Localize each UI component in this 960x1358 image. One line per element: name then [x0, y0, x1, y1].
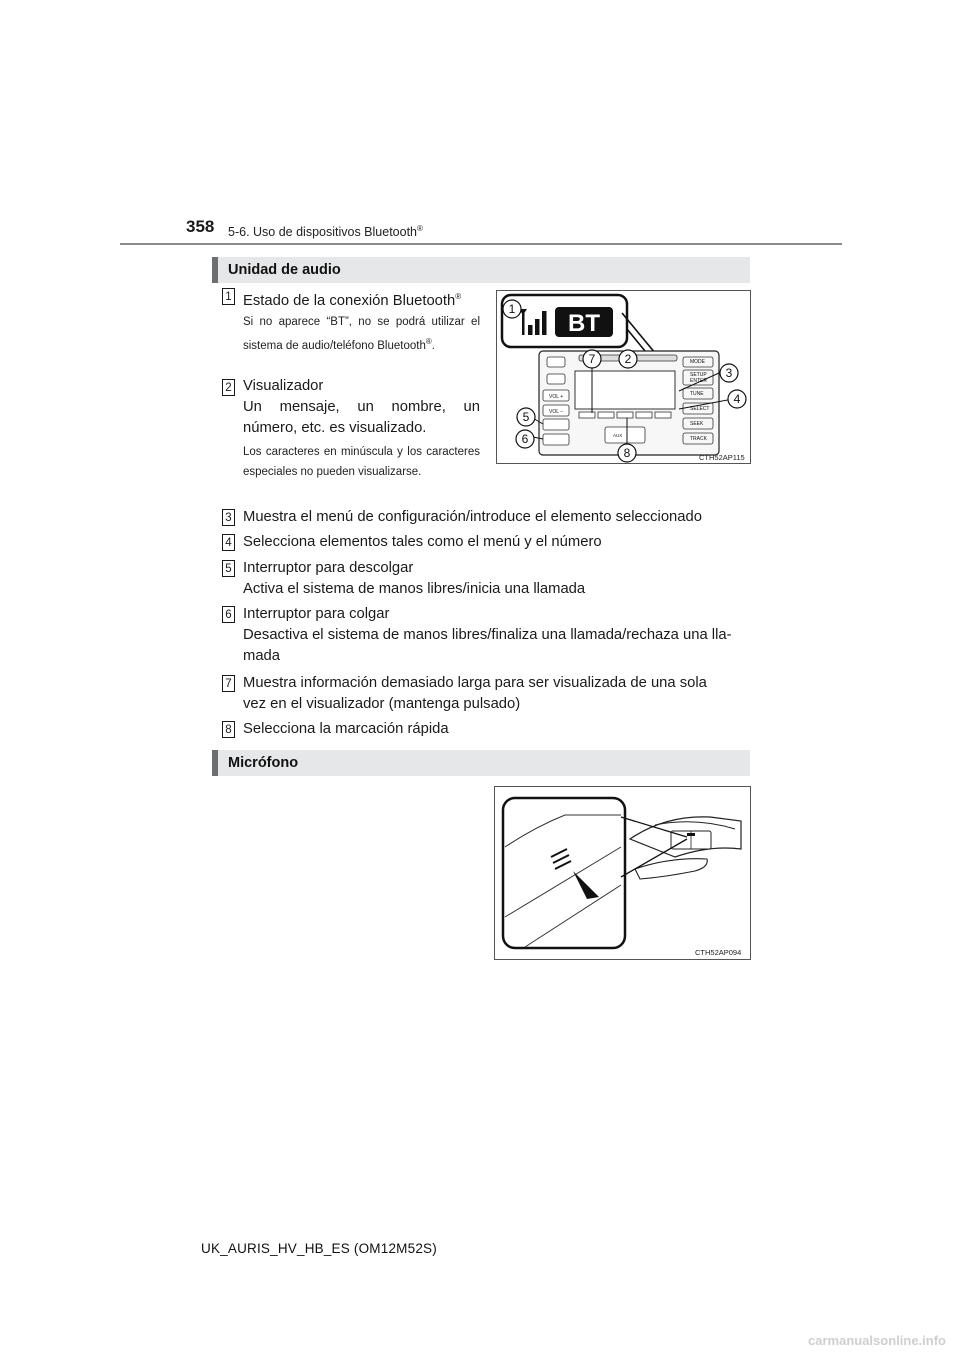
- select-label: SELECT: [690, 406, 710, 412]
- microphone-illustration: [495, 787, 750, 959]
- callout-2: 2: [624, 352, 632, 366]
- audio-unit-figure: [496, 290, 751, 464]
- callout-4: 4: [733, 392, 741, 406]
- item-4-text: Selecciona elementos tales como el menú y el número: [243, 534, 602, 550]
- callout-5: 5: [522, 410, 530, 424]
- item-number-4: 4: [222, 534, 235, 551]
- item-6-description-end: mada: [243, 648, 281, 664]
- item-number-3: 3: [222, 509, 235, 526]
- mode-label: MODE: [690, 359, 705, 365]
- item-5-description: Activa el sistema de manos libres/inicia una llamada: [243, 581, 586, 597]
- microphone-figure-code: CTH52AP094: [695, 948, 742, 957]
- item-number-7: 7: [222, 675, 235, 692]
- item-7-line-2: vez en el visualizador (mantenga pulsado): [243, 696, 521, 712]
- header-rule: [120, 243, 842, 245]
- item-number-8: 8: [222, 721, 235, 738]
- document-code: UK_AURIS_HV_HB_ES (OM12M52S): [201, 1241, 437, 1256]
- item-number-5: 5: [222, 560, 235, 577]
- audio-figure-code: CTH52AP115: [699, 453, 745, 462]
- seek-label: SEEK: [690, 421, 704, 427]
- item-2-description: Un mensaje, un nombre, un número, etc. es visualizado.: [243, 399, 480, 436]
- microphone-figure: [494, 786, 751, 960]
- callout-7: 7: [588, 352, 596, 366]
- page-number: 358: [186, 217, 215, 236]
- item-2-note: Los caracteres en minúscula y los caracteres especiales no pueden visualizarse.: [243, 446, 480, 478]
- item-1-title: Estado de la conexión Bluetooth®: [243, 292, 462, 309]
- setup-label: SETUP: [690, 372, 707, 378]
- enter-label: ENTER: [690, 378, 707, 384]
- item-8-text: Selecciona la marcación rápida: [243, 721, 449, 737]
- item-6-title: Interruptor para colgar: [243, 606, 390, 622]
- vol-plus-label: VOL +: [549, 394, 564, 400]
- vol-minus-label: VOL −: [549, 409, 564, 415]
- item-3-text: Muestra el menú de configuración/introduce el elemento seleccionado: [243, 509, 702, 525]
- aux-label: AUX: [613, 433, 623, 438]
- audio-unit-illustration: [497, 291, 750, 463]
- item-6-description: Desactiva el sistema de manos libres/finaliza una llamada/rechaza una lla-: [243, 627, 732, 643]
- item-number-2: 2: [222, 379, 235, 396]
- track-label: TRACK: [690, 436, 707, 442]
- section-title: 5-6. Uso de dispositivos Bluetooth®: [228, 224, 423, 240]
- item-number-1: 1: [222, 288, 235, 305]
- item-7-line-1: Muestra información demasiado larga para ser visualizada de una sola: [243, 675, 707, 691]
- microphone-heading: Micrófono: [212, 750, 750, 776]
- item-5-title: Interruptor para descolgar: [243, 560, 414, 576]
- watermark: carmanualsonline.info: [808, 1333, 946, 1348]
- callout-8: 8: [623, 446, 631, 460]
- item-1-note: Si no aparece “BT”, no se podrá utilizar el sistema de audio/teléfono Bluetooth®.: [243, 316, 480, 352]
- item-2-title: Visualizador: [243, 378, 324, 394]
- callout-6: 6: [521, 432, 529, 446]
- item-number-6: 6: [222, 606, 235, 623]
- tune-label: TUNE: [690, 391, 704, 397]
- callout-1: 1: [508, 302, 516, 316]
- bt-text: BT: [568, 310, 600, 337]
- audio-unit-heading: Unidad de audio: [212, 257, 750, 283]
- callout-3: 3: [725, 366, 733, 380]
- microphone-icon: [687, 833, 695, 836]
